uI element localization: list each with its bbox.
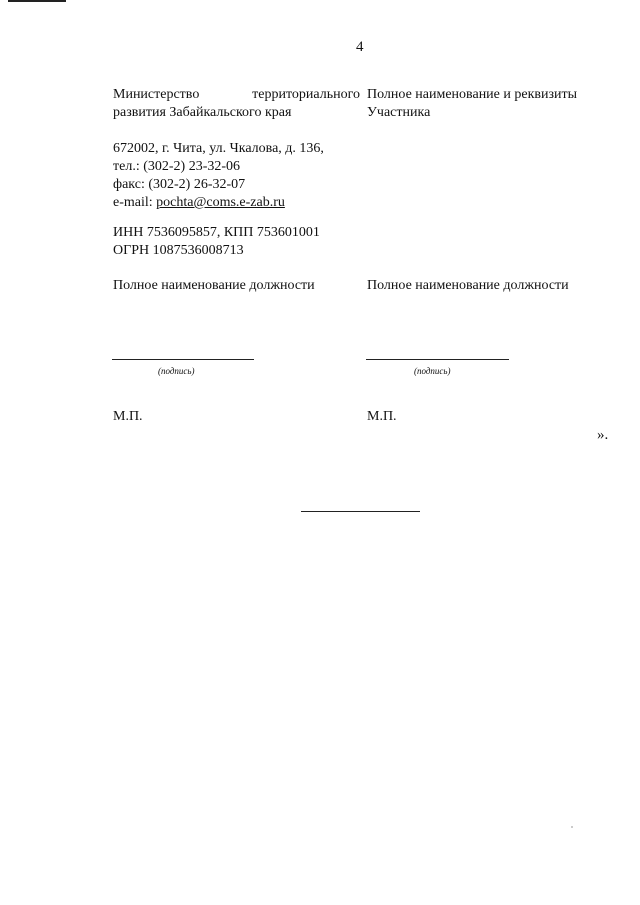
left-org-name <box>113 86 360 122</box>
right-title-line2: Участника <box>367 105 431 120</box>
left-address: 672002, г. Чита, ул. Чкалова, д. 136, <box>113 141 324 156</box>
closing-quote: ». <box>597 427 609 443</box>
page-number: 4 <box>356 39 364 55</box>
left-phone: тел.: (302-2) 23-32-06 <box>113 159 241 174</box>
left-org-line1-a: Министерство <box>113 87 200 102</box>
left-fax: факс: (302-2) 26-32-07 <box>113 177 246 192</box>
right-title-line1: Полное наименование и реквизиты <box>367 87 578 102</box>
left-ogrn: ОГРН 1087536008713 <box>113 243 244 258</box>
right-signature-caption: (подпись) <box>414 366 451 376</box>
left-signature-caption: (подпись) <box>158 366 195 376</box>
end-of-document-rule <box>301 511 420 512</box>
left-inn-kpp: ИНН 7536095857, КПП 753601001 <box>113 225 320 240</box>
left-org-line1-b: территориального <box>252 87 360 102</box>
right-signature-line <box>366 359 509 360</box>
right-stamp: М.П. <box>367 409 397 424</box>
left-contacts <box>113 140 356 212</box>
left-email-label: e-mail: <box>113 195 157 210</box>
left-email-row <box>113 194 356 212</box>
right-title <box>367 86 612 122</box>
left-registration <box>113 224 356 260</box>
left-email-link[interactable]: pochta@coms.e-zab.ru <box>156 195 285 210</box>
left-org-line2: развития Забайкальского края <box>113 105 292 120</box>
left-position: Полное наименование должности <box>113 278 315 293</box>
right-position: Полное наименование должности <box>367 278 569 293</box>
left-signature-line <box>112 359 254 360</box>
scan-speck <box>571 826 573 828</box>
left-stamp: М.П. <box>113 409 143 424</box>
corner-mark <box>8 0 66 2</box>
